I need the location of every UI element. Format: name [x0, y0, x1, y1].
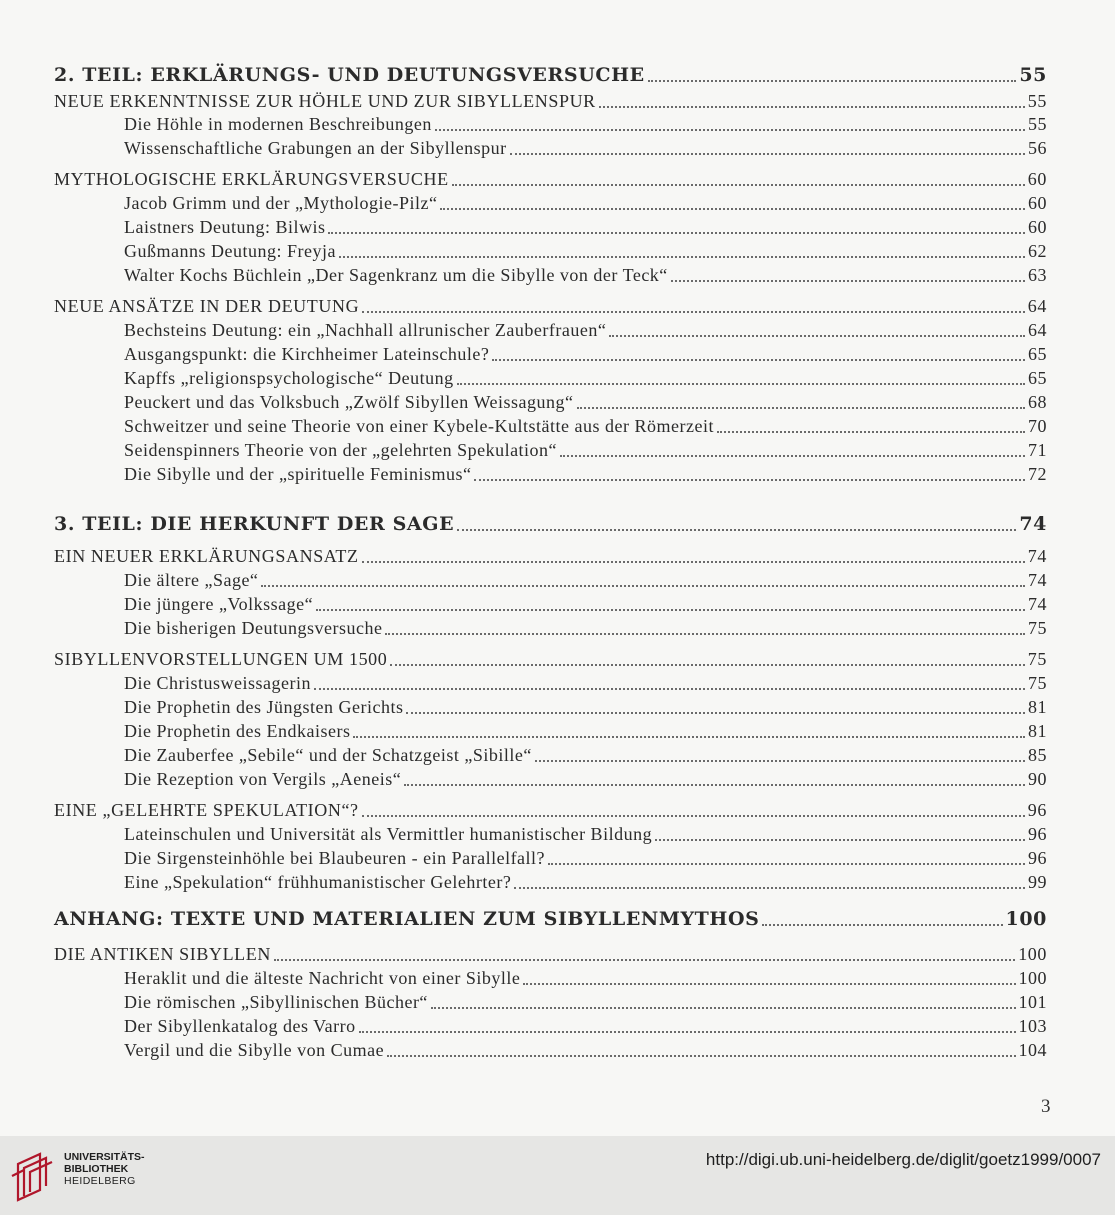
- toc-leader-dots: [316, 609, 1025, 611]
- toc-entry-title: Seidenspinners Theorie von der „gelehrten Spekulation“: [124, 440, 558, 460]
- toc-entry-section: [54, 845, 1047, 869]
- toc-leader-dots: [560, 455, 1025, 457]
- toc-entry-page: 96: [1027, 800, 1047, 820]
- toc-entry-title: Vergil und die Sibylle von Cumae: [124, 1040, 385, 1060]
- toc-entry-page: 100: [1018, 944, 1047, 964]
- toc-leader-dots: [328, 232, 1025, 234]
- toc-entry-page: 104: [1018, 1040, 1047, 1060]
- toc-entry-section: [54, 567, 1047, 591]
- toc-entry-section: [54, 413, 1047, 437]
- toc-entry-title: NEUE ANSÄTZE IN DER DEUTUNG: [54, 296, 360, 316]
- toc-entry-title: Die Zauberfee „Sebile“ und der Schatzgeist „Sibille“: [124, 745, 532, 765]
- toc-entry-section: [54, 190, 1047, 214]
- toc-entry-page: 71: [1028, 440, 1047, 460]
- toc-entry-page: 55: [1019, 64, 1047, 86]
- toc-entry-page: 65: [1028, 368, 1047, 388]
- toc-entry-title: Laistners Deutung: Bilwis: [124, 217, 326, 237]
- toc-entry-part: [54, 906, 1047, 930]
- toc-entry-page: 65: [1028, 344, 1047, 364]
- toc-entry-page: 72: [1028, 464, 1047, 484]
- toc-entry-title: Die bisherigen Deutungsversuche: [124, 618, 383, 638]
- toc-entry-title: Ausgangspunkt: die Kirchheimer Lateinschule?: [124, 344, 490, 364]
- toc-entry-section: [54, 989, 1047, 1013]
- toc-entry-page: 70: [1028, 416, 1047, 436]
- toc-entry-section: [54, 238, 1047, 262]
- toc-entry-page: 100: [1018, 968, 1047, 988]
- toc-leader-dots: [406, 712, 1025, 714]
- toc-entry-title: NEUE ERKENNTNISSE ZUR HÖHLE UND ZUR SIBYLLENSPUR: [54, 91, 596, 111]
- toc-leader-dots: [474, 479, 1025, 481]
- library-name-line-2: BIBLIOTHEK: [64, 1163, 129, 1175]
- toc-entry-page: 74: [1019, 513, 1047, 535]
- toc-leader-dots: [339, 256, 1025, 258]
- toc-entry-page: 96: [1028, 824, 1047, 844]
- toc-leader-dots: [362, 561, 1025, 563]
- toc-leader-dots: [457, 383, 1025, 385]
- toc-entry-section: [54, 742, 1047, 766]
- toc-leader-dots: [359, 1031, 1016, 1033]
- toc-leader-dots: [655, 839, 1025, 841]
- toc-entry-title: DIE ANTIKEN SIBYLLEN: [54, 944, 271, 964]
- toc-entry-title: Die Prophetin des Endkaisers: [124, 721, 351, 741]
- toc-entry-page: 96: [1028, 848, 1047, 868]
- toc-entry-title: EIN NEUER ERKLÄRUNGSANSATZ: [54, 546, 359, 566]
- toc-entry-page: 56: [1028, 138, 1047, 158]
- toc-entry-page: 60: [1028, 217, 1047, 237]
- library-logo-icon: [10, 1146, 58, 1206]
- toc-entry-title: Die Prophetin des Jüngsten Gerichts: [124, 697, 404, 717]
- toc-entry-chapter: [54, 797, 1047, 821]
- toc-leader-dots: [599, 106, 1025, 108]
- toc-entry-section: [54, 111, 1047, 135]
- toc-entry-page: 90: [1028, 769, 1047, 789]
- toc-entry-page: 60: [1027, 169, 1047, 189]
- toc-entry-section: [54, 694, 1047, 718]
- toc-entry-title: Die römischen „Sibyllinischen Bücher“: [124, 992, 428, 1012]
- toc-entry-section: [54, 365, 1047, 389]
- toc-leader-dots: [492, 359, 1025, 361]
- toc-entry-section: [54, 821, 1047, 845]
- toc-entry-section: [54, 766, 1047, 790]
- toc-entry-chapter: [54, 941, 1047, 965]
- toc-leader-dots: [390, 664, 1024, 666]
- toc-entry-title: Bechsteins Deutung: ein „Nachhall allrunischer Zauberfrauen“: [124, 320, 607, 340]
- toc-entry-title: SIBYLLENVORSTELLUNGEN UM 1500: [54, 649, 388, 669]
- toc-entry-chapter: [54, 543, 1047, 567]
- toc-leader-dots: [314, 688, 1025, 690]
- toc-entry-section: [54, 389, 1047, 413]
- toc-leader-dots: [385, 633, 1025, 635]
- toc-entry-title: 3. TEIL: DIE HERKUNFT DER SAGE: [54, 513, 455, 535]
- toc-entry-page: 74: [1027, 546, 1047, 566]
- toc-entry-title: Die Christusweissagerin: [124, 673, 311, 693]
- toc-entry-title: ANHANG: TEXTE UND MATERIALIEN ZUM SIBYLLENMYTHOS: [54, 908, 760, 930]
- toc-leader-dots: [535, 760, 1025, 762]
- toc-entry-page: 81: [1028, 721, 1047, 741]
- toc-entry-page: 55: [1028, 114, 1047, 134]
- toc-entry-part: [54, 62, 1047, 86]
- toc-entry-section: [54, 341, 1047, 365]
- toc-entry-title: Die Sirgensteinhöhle bei Blaubeuren - ein Parallelfall?: [124, 848, 546, 868]
- toc-leader-dots: [548, 863, 1025, 865]
- toc-entry-page: 75: [1028, 673, 1047, 693]
- toc-entry-chapter: [54, 166, 1047, 190]
- toc-leader-dots: [671, 280, 1025, 282]
- toc-entry-title: Eine „Spekulation“ frühhumanistischer Gelehrter?: [124, 872, 512, 892]
- toc-entry-title: Walter Kochs Büchlein „Der Sagenkranz um die Sibylle von der Teck“: [124, 265, 668, 285]
- footer-bar: [0, 1136, 1115, 1215]
- toc-entry-section: [54, 437, 1047, 461]
- toc-entry-title: Die jüngere „Volkssage“: [124, 594, 314, 614]
- toc-entry-page: 55: [1027, 91, 1047, 111]
- toc-entry-section: [54, 718, 1047, 742]
- toc-entry-title: MYTHOLOGISCHE ERKLÄRUNGSVERSUCHE: [54, 169, 449, 189]
- toc-leader-dots: [577, 407, 1026, 409]
- toc-entry-section: [54, 965, 1047, 989]
- toc-entry-page: 103: [1018, 1016, 1047, 1036]
- toc-entry-section: [54, 1013, 1047, 1037]
- toc-leader-dots: [762, 924, 1002, 926]
- toc-leader-dots: [648, 80, 1017, 82]
- library-name-line-1: UNIVERSITÄTS-: [64, 1151, 145, 1163]
- toc-leader-dots: [457, 529, 1016, 531]
- toc-entry-title: Die Rezeption von Vergils „Aeneis“: [124, 769, 402, 789]
- toc-leader-dots: [362, 815, 1025, 817]
- toc-leader-dots: [514, 887, 1025, 889]
- toc-leader-dots: [274, 959, 1015, 961]
- toc-entry-title: Der Sibyllenkatalog des Varro: [124, 1016, 356, 1036]
- toc-leader-dots: [452, 184, 1025, 186]
- toc-leader-dots: [362, 311, 1025, 313]
- toc-entry-title: Gußmanns Deutung: Freyja: [124, 241, 336, 261]
- page-number: 3: [1041, 1096, 1051, 1117]
- toc-entry-title: Kapffs „religionspsychologische“ Deutung: [124, 368, 454, 388]
- toc-leader-dots: [523, 983, 1015, 985]
- toc-entry-page: 100: [1005, 908, 1047, 930]
- toc-entry-title: Lateinschulen und Universität als Vermittler humanistischer Bildung: [124, 824, 653, 844]
- toc-entry-chapter: [54, 88, 1047, 112]
- toc-leader-dots: [431, 1007, 1016, 1009]
- toc-entry-title: Die Höhle in modernen Beschreibungen: [124, 114, 432, 134]
- toc-entry-title: Schweitzer und seine Theorie von einer Kybele-Kultstätte aus der Römerzeit: [124, 416, 714, 436]
- toc-leader-dots: [435, 129, 1025, 131]
- toc-entry-page: 68: [1028, 392, 1047, 412]
- toc-entry-page: 99: [1028, 872, 1047, 892]
- toc-entry-page: 63: [1028, 265, 1047, 285]
- toc-leader-dots: [353, 736, 1025, 738]
- toc-entry-section: [54, 214, 1047, 238]
- toc-entry-page: 74: [1028, 594, 1047, 614]
- toc-entry-title: Die Sibylle und der „spirituelle Feminismus“: [124, 464, 472, 484]
- toc-entry-section: [54, 262, 1047, 286]
- toc-leader-dots: [609, 335, 1025, 337]
- toc-entry-chapter: [54, 646, 1047, 670]
- toc-entry-page: 74: [1028, 570, 1047, 590]
- toc-entry-section: [54, 1037, 1047, 1061]
- toc-entry-chapter: [54, 293, 1047, 317]
- toc-leader-dots: [261, 585, 1025, 587]
- toc-entry-section: [54, 317, 1047, 341]
- toc-entry-page: 101: [1018, 992, 1047, 1012]
- toc-entry-title: EINE „GELEHRTE SPEKULATION“?: [54, 800, 359, 820]
- toc-entry-page: 75: [1028, 618, 1047, 638]
- toc-entry-page: 64: [1028, 320, 1047, 340]
- toc-entry-page: 64: [1027, 296, 1047, 316]
- toc-entry-page: 81: [1028, 697, 1047, 717]
- toc-entry-section: [54, 135, 1047, 159]
- toc-entry-title: Jacob Grimm und der „Mythologie-Pilz“: [124, 193, 438, 213]
- toc-entry-section: [54, 869, 1047, 893]
- toc-entry-page: 85: [1028, 745, 1047, 765]
- source-url-link[interactable]: http://digi.ub.uni-heidelberg.de/diglit/goetz1999/0007: [705, 1150, 1101, 1169]
- toc-leader-dots: [510, 153, 1025, 155]
- toc-leader-dots: [440, 208, 1025, 210]
- toc-entry-section: [54, 591, 1047, 615]
- toc-entry-title: Wissenschaftliche Grabungen an der Sibyllenspur: [124, 138, 507, 158]
- toc-leader-dots: [717, 431, 1025, 433]
- toc-leader-dots: [387, 1055, 1015, 1057]
- toc-entry-section: [54, 670, 1047, 694]
- toc-leader-dots: [404, 784, 1025, 786]
- toc-entry-page: 75: [1027, 649, 1047, 669]
- toc-entry-title: Die ältere „Sage“: [124, 570, 259, 590]
- library-name-line-3: HEIDELBERG: [64, 1175, 136, 1187]
- toc-entry-title: 2. TEIL: ERKLÄRUNGS- UND DEUTUNGSVERSUCHE: [54, 64, 645, 86]
- toc-entry-page: 60: [1028, 193, 1047, 213]
- toc-entry-page: 62: [1028, 241, 1047, 261]
- toc-entry-section: [54, 615, 1047, 639]
- toc-entry-part: [54, 511, 1047, 535]
- toc-entry-title: Heraklit und die älteste Nachricht von einer Sibylle: [124, 968, 521, 988]
- library-name: [64, 1151, 145, 1187]
- toc-entry-title: Peuckert und das Volksbuch „Zwölf Sibyllen Weissagung“: [124, 392, 574, 412]
- toc-entry-section: [54, 461, 1047, 485]
